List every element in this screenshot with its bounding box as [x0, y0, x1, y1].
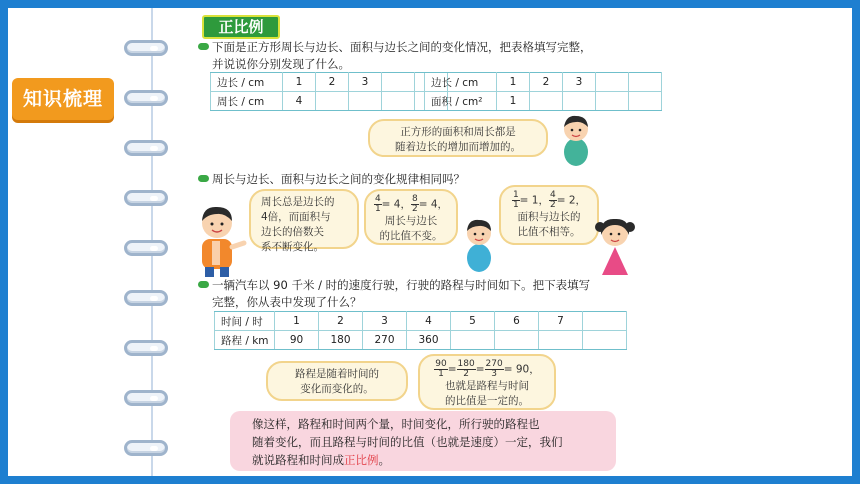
bubble-text: 正方形的面积和周长都是: [400, 126, 516, 138]
girl-illustration: [590, 213, 640, 279]
fraction: [434, 360, 447, 379]
fraction-line: [426, 360, 548, 379]
summary-box: [230, 411, 616, 471]
equation-text: = 2，: [556, 194, 587, 207]
highlight-term: 正比例: [344, 453, 379, 467]
bubble-text: 面积与边长的: [517, 211, 581, 223]
numerator: 4: [374, 194, 381, 204]
table-cell: 2: [316, 73, 349, 92]
table-row: [211, 73, 448, 92]
fraction: [457, 360, 476, 379]
bullet-icon: [198, 281, 209, 288]
table-cell: [583, 331, 627, 350]
speech-bubble: [368, 119, 548, 157]
numerator: 1: [512, 190, 519, 200]
binder-ring: [124, 390, 168, 406]
binder-ring: [124, 140, 168, 156]
denominator: 2: [412, 204, 418, 214]
table-cell: 90: [275, 331, 319, 350]
lesson-title: 正比例: [202, 15, 280, 39]
equation-text: = 1，: [519, 194, 549, 207]
table-cell: 4: [407, 312, 451, 331]
row-header: 周长 / cm: [211, 92, 283, 111]
table-cell: [495, 331, 539, 350]
row-header: 时间 / 时: [215, 312, 275, 331]
table-cell: 7: [539, 312, 583, 331]
speech-bubble: [499, 185, 599, 245]
equation-text: = 4，: [381, 198, 411, 211]
section-tag: 知识梳理: [12, 78, 114, 120]
bullet-icon: [198, 43, 209, 50]
table-cell: [629, 73, 662, 92]
speech-bubble: [418, 354, 556, 410]
row-header: 面积 / cm²: [425, 92, 497, 111]
equation-text: =: [475, 363, 485, 376]
table-cell: [583, 312, 627, 331]
equation-text: =: [447, 363, 457, 376]
equation-text: = 4，: [418, 198, 449, 211]
table-cell: 3: [349, 73, 382, 92]
equation-text: = 90，: [503, 363, 540, 376]
numerator: 4: [550, 190, 556, 200]
question-text: 并说说你分别发现了什么。: [212, 57, 350, 71]
fraction: [512, 191, 520, 210]
textbook-page: [8, 8, 852, 476]
question-1: [198, 39, 658, 73]
denominator: 3: [491, 369, 497, 379]
bubble-text: 也就是路程与时间: [445, 380, 529, 392]
binder-ring: [124, 40, 168, 56]
row-header: 边长 / cm: [425, 73, 497, 92]
fraction: [374, 195, 382, 214]
table-cell: 4: [283, 92, 316, 111]
bubble-text: 系不断变化。: [261, 241, 324, 253]
numerator: 8: [412, 194, 418, 204]
table-cell: [530, 92, 563, 111]
table-cell: 180: [319, 331, 363, 350]
question-3: [198, 277, 658, 311]
numerator: 270: [485, 359, 503, 369]
question-text: 下面是正方形周长与边长、面积与边长之间的变化情况，把表格填写完整，: [212, 40, 592, 54]
boy-illustration: [190, 201, 248, 279]
table-cell: 6: [495, 312, 539, 331]
table-area: [424, 72, 662, 111]
table-cell: [563, 92, 596, 111]
bubble-text: 的比值不变。: [379, 230, 443, 242]
table-distance-time: [214, 311, 627, 350]
binder-ring: [124, 90, 168, 106]
table-cell: 360: [407, 331, 451, 350]
binder-ring: [124, 240, 168, 256]
numerator: 180: [457, 359, 475, 369]
table-cell: [596, 73, 629, 92]
table-cell: [539, 331, 583, 350]
bubble-text: 随着边长的增加而增加的。: [395, 141, 521, 153]
bubble-text: 边长的倍数关: [261, 226, 324, 238]
table-cell: [451, 331, 495, 350]
summary-text: 像这样，路程和时间两个量，时间变化，所行驶的路程也: [252, 417, 540, 431]
denominator: 1: [512, 200, 519, 210]
table-cell: [316, 92, 349, 111]
table-row: [211, 92, 448, 111]
boy-illustration: [458, 214, 500, 274]
table-perimeter: [210, 72, 448, 111]
fraction: [549, 191, 557, 210]
question-text: 完整，你从表中发现了什么？: [212, 295, 362, 309]
table-cell: 3: [563, 73, 596, 92]
table-cell: [382, 92, 415, 111]
bullet-icon: [198, 175, 209, 182]
speech-bubble: [266, 361, 408, 401]
question-text: 周长与边长、面积与边长之间的变化规律相同吗？: [212, 172, 465, 186]
fraction: [485, 360, 504, 379]
table-cell: [349, 92, 382, 111]
binder-ring: [124, 440, 168, 456]
fraction: [411, 195, 419, 214]
bubble-text: 周长总是边长的: [261, 196, 335, 208]
summary-text: 就说路程和时间成: [252, 453, 344, 467]
bubble-text: 周长与边长: [384, 215, 438, 227]
table-cell: 1: [497, 92, 530, 111]
table-cell: [629, 92, 662, 111]
bubble-text: 变化而变化的。: [300, 383, 374, 395]
boy-illustration: [556, 112, 596, 168]
denominator: 2: [463, 369, 469, 379]
table-row: [425, 73, 662, 92]
fraction-line: [507, 191, 591, 210]
table-cell: 270: [363, 331, 407, 350]
table-cell: [382, 73, 415, 92]
table-cell: 1: [283, 73, 316, 92]
numerator: 90: [435, 359, 447, 369]
table-cell: 2: [530, 73, 563, 92]
binder-ring: [124, 340, 168, 356]
table-cell: 2: [319, 312, 363, 331]
table-cell: 1: [275, 312, 319, 331]
question-text: 一辆汽车以 90 千米 / 时的速度行驶，行驶的路程与时间如下。把下表填写: [212, 278, 591, 292]
table-cell: [596, 92, 629, 111]
summary-text: 随着变化，而且路程与时间的比值（也就是速度）一定，我们: [252, 435, 563, 449]
bubble-text: 的比值是一定的。: [445, 395, 529, 407]
binder-ring: [124, 190, 168, 206]
bubble-text: 比值不相等。: [517, 226, 581, 238]
row-header: 边长 / cm: [211, 73, 283, 92]
table-cell: 1: [497, 73, 530, 92]
denominator: 2: [550, 200, 556, 210]
speech-bubble: [364, 189, 458, 245]
bubble-text: 路程是随着时间的: [295, 368, 379, 380]
summary-text: [252, 451, 606, 469]
table-row: [215, 331, 627, 350]
binder-ring: [124, 290, 168, 306]
table-row: [215, 312, 627, 331]
speech-bubble: [249, 189, 359, 253]
table-row: [425, 92, 662, 111]
denominator: 1: [374, 204, 381, 214]
summary-text: 。: [378, 453, 390, 467]
bubble-text: 4倍，而面积与: [261, 211, 331, 223]
table-cell: 5: [451, 312, 495, 331]
denominator: 1: [438, 369, 444, 379]
row-header: 路程 / km: [215, 331, 275, 350]
fraction-line: [372, 195, 450, 214]
table-cell: 3: [363, 312, 407, 331]
